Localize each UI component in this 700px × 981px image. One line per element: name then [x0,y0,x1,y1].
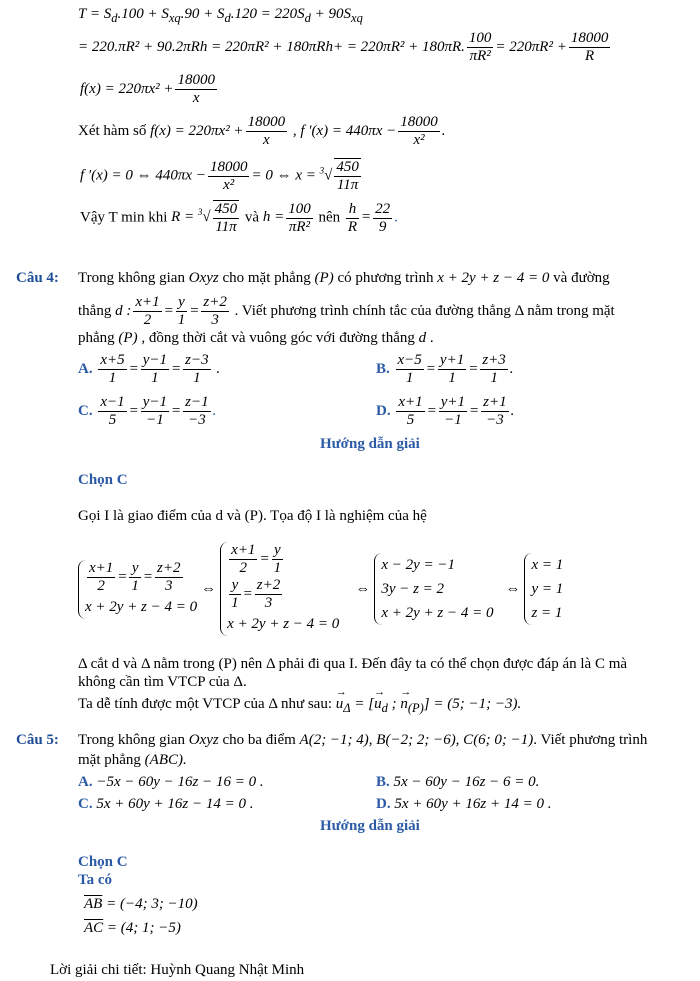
q5-answer: Chọn C [78,854,128,870]
q5-option-d[interactable]: D. 5x + 60y + 16z + 14 = 0 . [376,796,552,812]
q4-option-d[interactable]: D. $\frac{x+1}{5}$ = $\frac{y+1}{-1}$ = $\frac{z+1}{-3}$ . [376,394,515,428]
eq-study: Xét hàm số f(x) = 220πx² + $\frac{18000}{x}$ , f '(x) = 440πx − $\frac{18000}{\text{x²}}$ . [78,114,446,148]
q5-vector-ab: $\overline{AB} = (-4$; 3; −10) [84,896,198,912]
q4-solution-line-1: Gọi I là giao điểm của d và (P). Tọa độ I là nghiệm của hệ [78,508,427,524]
q4-guide-heading: Hướng dẫn giải [320,436,420,452]
q4-solution-line-3: không cần tìm VTCP của Δ. [78,674,247,690]
q4-answer: Chọn C [78,472,128,488]
q5-vector-ac: $\overline{AC} = (4$; 1; −5) [84,920,181,936]
question-5-text-1: Trong không gian Oxyz cho ba điểm A(2; −1; 4), B(−2; 2; −6), C(6; 0; −1). Viết phương trình [78,732,648,748]
q5-option-b[interactable]: B. 5x − 60y − 16z − 6 = 0. [376,774,540,790]
q4-option-a[interactable]: A. $\frac{x+5}{1}$ = $\frac{y-1}{1}$ = $\frac{z-3}{1}$ . [78,352,221,386]
question-4-text-1: Trong không gian Oxyz cho mặt phẳng (P) có phương trình x + 2y + z − 4 = 0 và đường [78,270,610,286]
question-4-text-3: phẳng (P) , đồng thời cắt và vuông góc với đường thẳng d . [78,330,434,346]
eq-T-expanded: = 220.πR² + 90.2πRh = 220πR² + 180πRh+ = 220πR² + 180πR. $\frac{100}{\text{πR²}}$ = 220πR² + $\frac{18000}{R}$ [78,30,609,64]
eq-T: $T = S_d.100 + S_{xq}.90 + S_d.120 = 220S_d + 90S_{xq}$ [78,6,363,25]
q4-option-b[interactable]: B. $\frac{x-5}{1}$ = $\frac{y+1}{1}$ = $\frac{z+3}{1}$ . [376,352,514,386]
eq-conclusion: Vậy T min khi R = $^3$√ $\frac{450}{11\pi}$ và h = $\frac{100}{\text{πR²}}$ nên $\frac{h}{R}$ = $\frac{22}{9}$ . [80,200,398,235]
q5-guide-heading: Hướng dẫn giải [320,818,420,834]
question-4-text-2: thẳng d : $\frac{x+1}{2}$ = $\frac{y}{1}$ = $\frac{z+2}{3}$ . Viết phương trình chính tắc của đường thẳng Δ nằm trong mặt [78,294,615,328]
q4-equation-system: $\frac{x+1}{2}$ = $\frac{y}{1}$ = $\frac{z+2}{3}$ x + 2y + z − 4 = 0 ⇔ $\frac{x+1}{2}$ = $\frac{y}{1}$ $\frac{y}{1}$ = $\frac{z+2}{3}$ x + 2y + z − 4 = 0 ⇔ x − 2y = −1 3y − z = 2 x + 2y + z − 4 = 0 ⇔ x = 1 y = 1 z = 1 [78,524,563,654]
q4-solution-line-4: Ta dễ tính được một VTCP của Δ như sau: → $u_\Delta$ = [→ $u_d$ ; → $n_{(P)}] = (5$; −1; −3). [78,694,521,718]
eq-derivative: f '(x) = 0 ⇔ 440πx − $\frac{18000}{\text{x²}}$ = 0 ⇔ x = $^3$√ $\frac{450}{11\pi}$ [80,158,359,193]
footer-author: Lời giải chi tiết: Huỳnh Quang Nhật Minh [50,962,305,978]
question-5-label: Câu 5: [16,732,59,748]
eq-fx: f(x) = 220πx² + $\frac{18000}{x}$ [80,72,215,106]
q4-option-c[interactable]: C. $\frac{x-1}{5}$ = $\frac{y-1}{-1}$ = $\frac{z-1}{-3}$ . [78,394,217,428]
question-5-text-2: mặt phẳng (ABC). [78,752,187,768]
q5-option-a[interactable]: A. −5x − 60y − 16z − 16 = 0 . [78,774,264,790]
question-4-label: Câu 4: [16,270,59,286]
q5-option-c[interactable]: C. 5x + 60y + 16z − 14 = 0 . [78,796,254,812]
q4-solution-line-2: Δ cắt d và Δ nằm trong (P) nên Δ phải đi qua I. Đến đây ta có thể chọn được đáp án là C mà [78,656,628,672]
q5-taco: Ta có [78,872,113,888]
